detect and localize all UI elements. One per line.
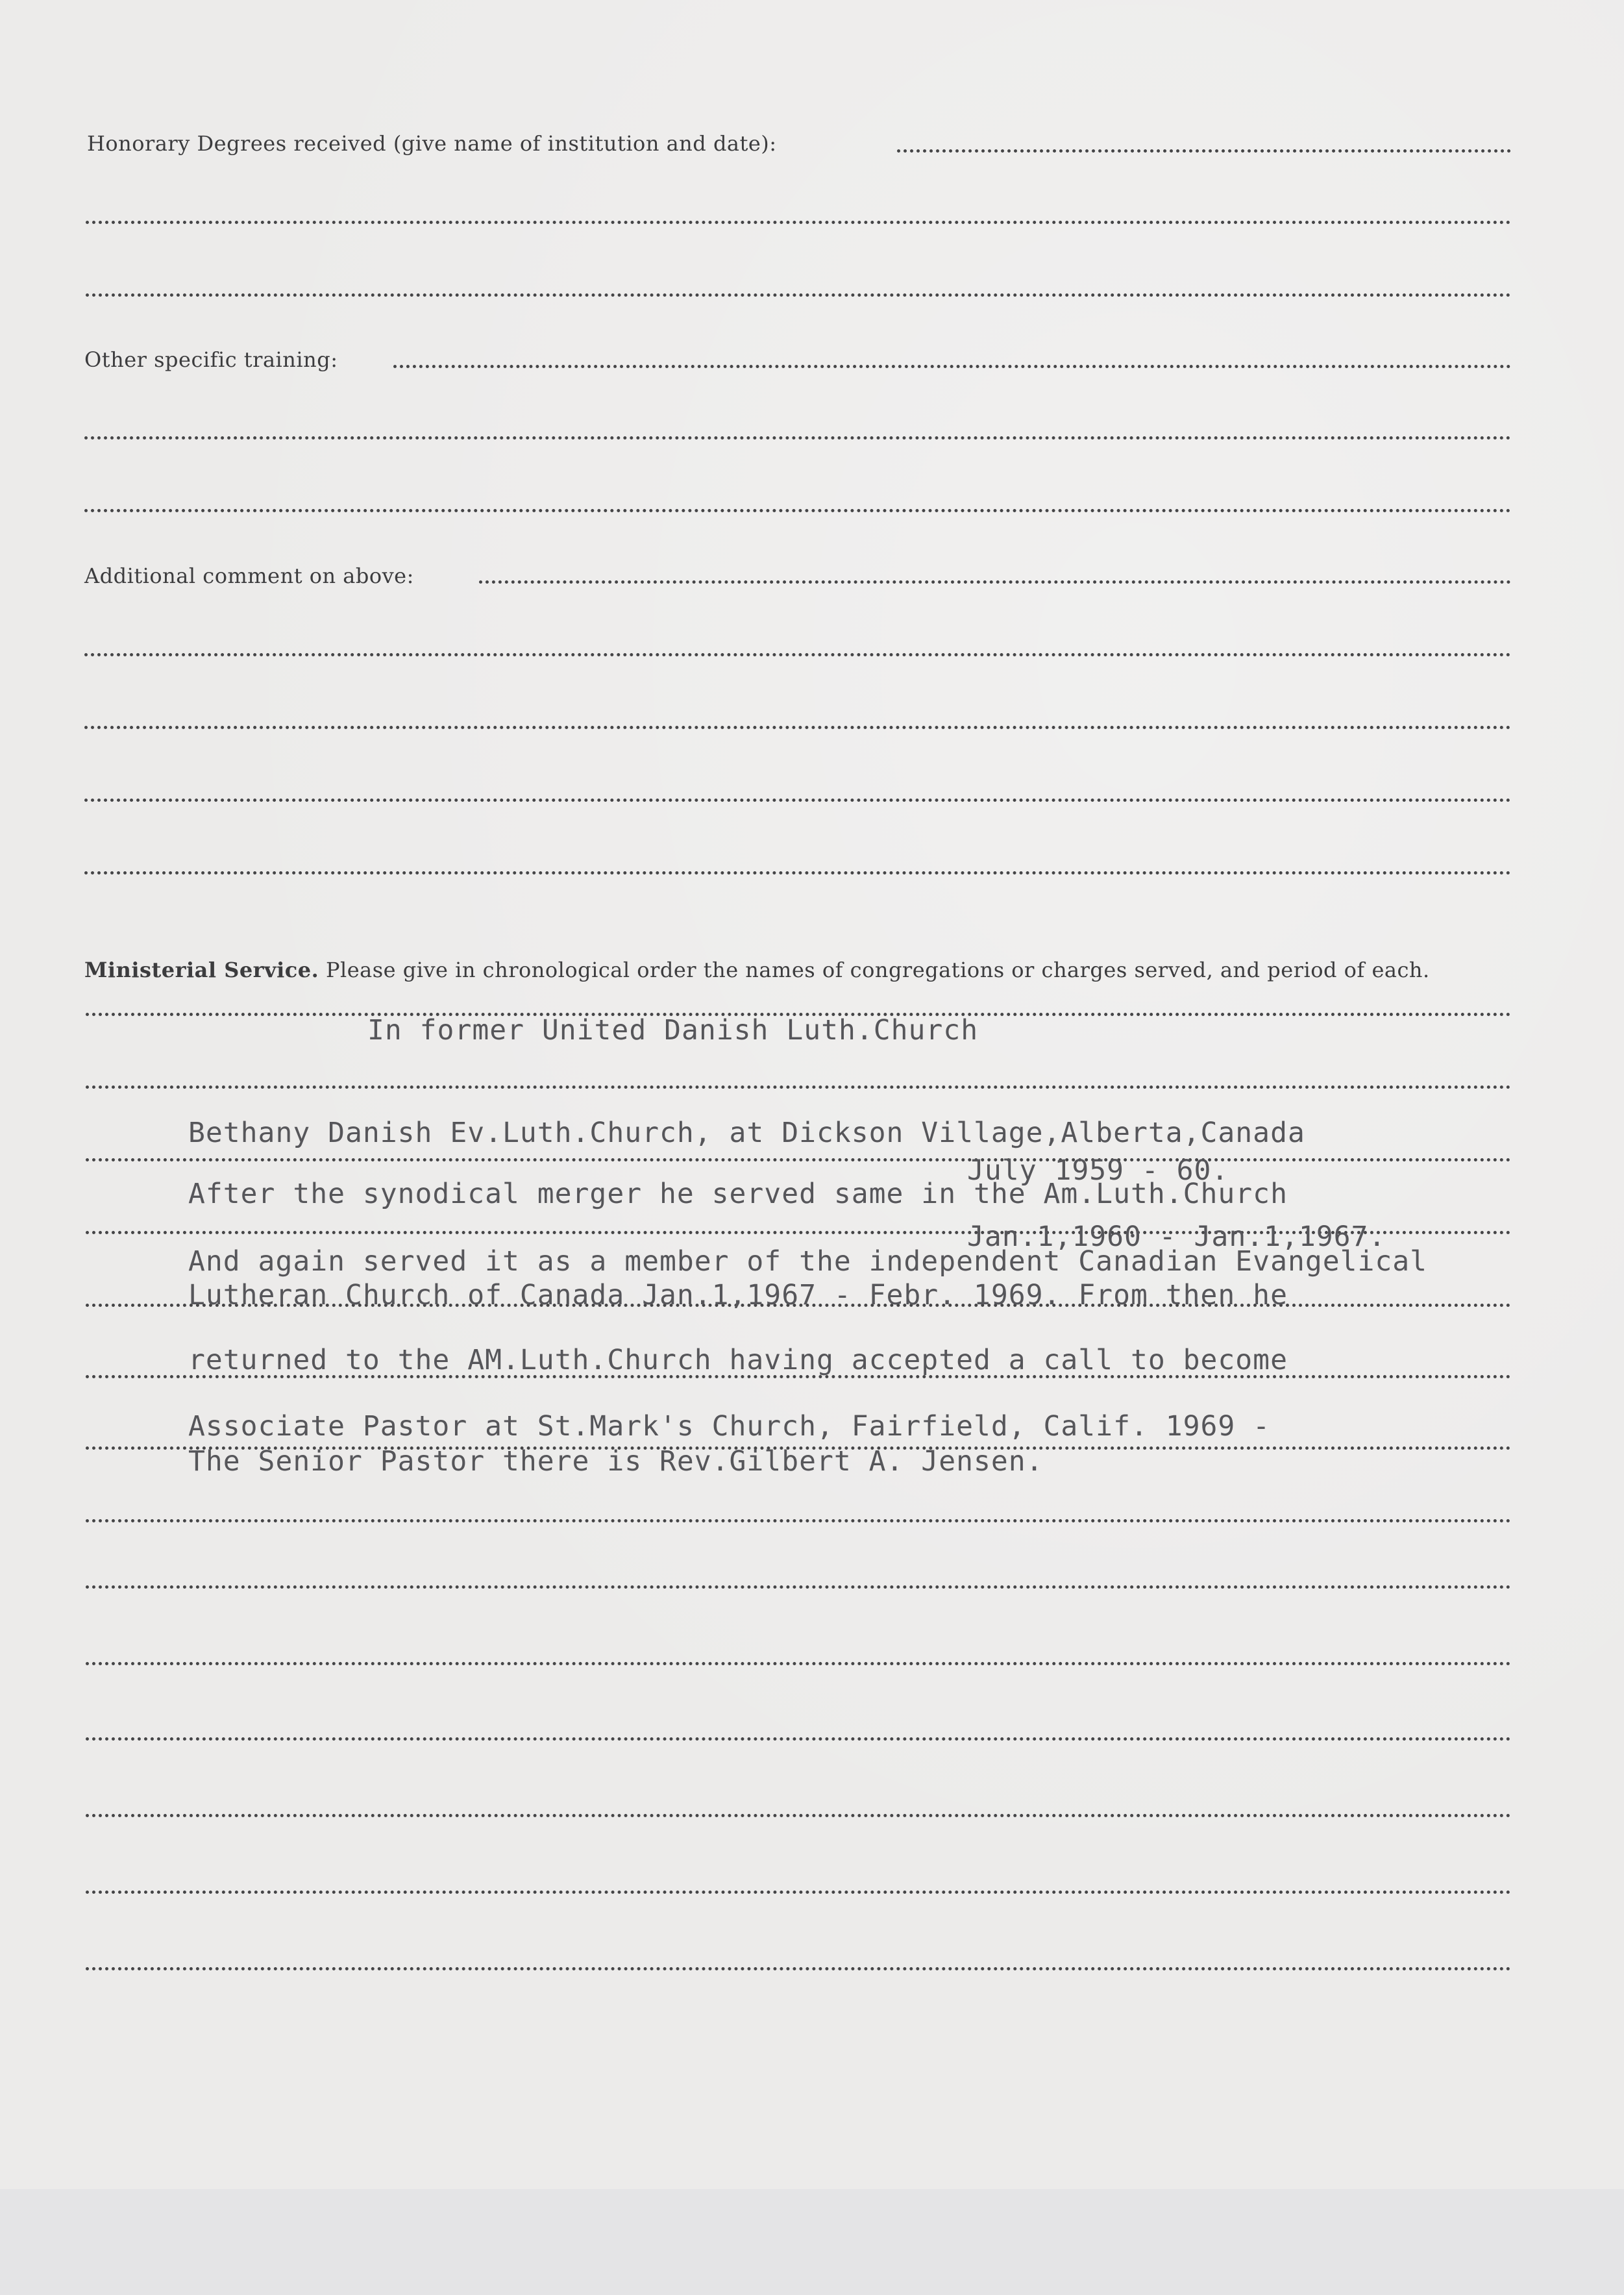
ministerial-line-13[interactable]: [86, 1891, 1511, 1894]
typed-entry-bethany-church: Bethany Danish Ev.Luth.Church, at Dickson Village,Alberta,Canada: [188, 1117, 1305, 1149]
typed-entry-former-church: In former United Danish Luth.Church: [367, 1014, 979, 1047]
ministerial-line-11[interactable]: [86, 1737, 1511, 1741]
ministerial-line-3[interactable]: [86, 1158, 1511, 1161]
additional-comment-line-4[interactable]: [84, 799, 1511, 802]
typed-entry-lutheran-canada: Lutheran Church of Canada Jan.1,1967 - Febr. 1969. From then he: [188, 1279, 1288, 1311]
additional-comment-line-5[interactable]: [84, 871, 1511, 875]
additional-comment-line-1[interactable]: [479, 580, 1511, 584]
other-training-line-1[interactable]: [393, 365, 1511, 368]
show-through-heading: [389, 273, 402, 321]
additional-comment-label: Additional comment on above:: [84, 564, 414, 588]
honorary-degrees-line-2[interactable]: [86, 221, 1511, 224]
typed-entry-independent: And again served it as a member of the independent Canadian Evangelical: [188, 1245, 1428, 1278]
typed-entry-merger: After the synodical merger he served same in the Am.Luth.Church: [188, 1178, 1288, 1210]
additional-comment-line-3[interactable]: [84, 726, 1511, 729]
ministerial-line-2[interactable]: [86, 1085, 1511, 1089]
additional-comment-line-2[interactable]: [84, 653, 1511, 656]
other-training-line-2[interactable]: [84, 436, 1511, 440]
other-training-label: Other specific training:: [84, 347, 338, 372]
honorary-degrees-line-3[interactable]: [86, 293, 1511, 297]
other-training-line-3[interactable]: [84, 509, 1511, 512]
ministerial-line-8[interactable]: [86, 1519, 1511, 1522]
typed-entry-associate-pastor: Associate Pastor at St.Mark's Church, Fairfield, Calif. 1969 -: [188, 1410, 1271, 1443]
typed-entry-returned: returned to the AM.Luth.Church having accepted a call to become: [188, 1344, 1288, 1376]
ministerial-service-instructions: Please give in chronological order the names of congregations or charges served, and period of each.: [325, 958, 1430, 982]
typed-entry-merger-dates: Jan.1,1960 - Jan.1,1967.: [967, 1221, 1386, 1253]
ministerial-service-label: [84, 950, 1519, 990]
ministerial-service-heading: Ministerial Service.: [84, 958, 319, 982]
ministerial-line-10[interactable]: [86, 1662, 1511, 1665]
typed-entry-bethany-dates: July 1959 - 60.: [967, 1154, 1229, 1187]
honorary-degrees-label: Honorary Degrees received (give name of institution and date):: [87, 131, 777, 156]
ministerial-line-9[interactable]: [86, 1585, 1511, 1589]
ministerial-line-12[interactable]: [86, 1814, 1511, 1817]
ministerial-line-14[interactable]: [86, 1967, 1511, 1970]
typed-entry-senior-pastor: The Senior Pastor there is Rev.Gilbert A. Jensen.: [188, 1445, 1044, 1478]
honorary-degrees-line-1[interactable]: [897, 149, 1511, 153]
